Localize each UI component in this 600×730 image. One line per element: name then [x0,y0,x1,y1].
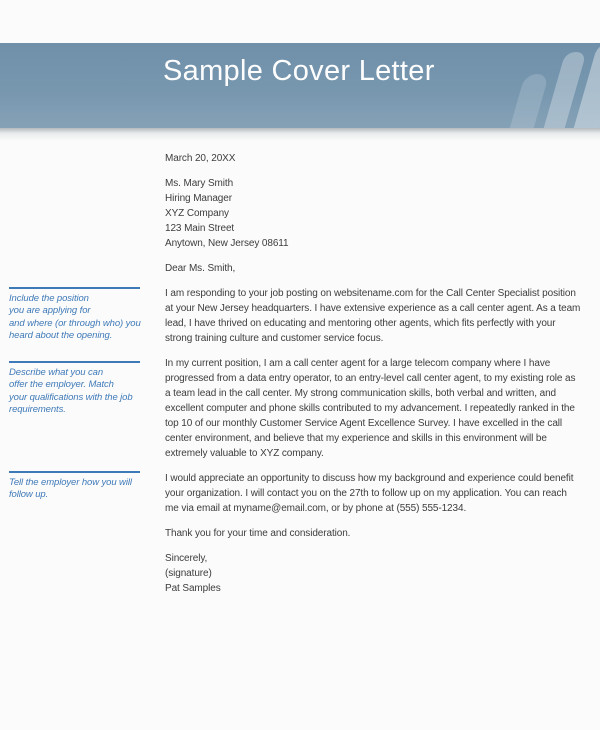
closing-block [165,551,583,596]
page-title: Sample Cover Letter [163,55,435,87]
recipient-city: Anytown, New Jersey 08611 [165,238,289,249]
note-divider [9,361,140,363]
salutation: Dear Ms. Smith, [165,263,236,274]
recipient-title: Hiring Manager [165,193,232,204]
header-decoration [430,43,600,128]
paragraph-experience: In my current position, I am a call center agent for a large telecom company where I have progressed from a data entry operator, to an entry-level call center agent, to my existing role as a team lead in the call center. My strong communication skills, both verbal and written, and excellent computer and phone skills contributed to my advancement. I repeatedly ranked in the top 10 of our monthly Customer Service Agent Excellence Survey. I have excelled in the call center environment, and believe that my experience and skills in this environment will be extremely valuable to XYZ company. [165,358,576,459]
note-line: your qualifications with the job [9,391,133,403]
note-line: Tell the employer how you will [9,477,132,488]
note-divider [9,287,140,289]
header-shadow [0,128,600,141]
note-line: offer the employer. Match [9,379,114,391]
paragraph-follow-up: I would appreciate an opportunity to discuss how my background and experience could benefit your organization. I will contact you on the 27th to follow up on my application. You can reach me via email at myname@email.com, or by phone at (555) 555-1234. [165,473,574,514]
note-line: Describe what you can [9,367,104,378]
thank-you-line: Thank you for your time and consideration. [165,528,351,539]
slash-decoration-icon [508,74,549,128]
margin-note-text [9,293,142,343]
header-band [0,43,600,128]
recipient-company: XYZ Company [165,208,229,219]
sender-name: Pat Samples [165,583,221,594]
note-line: Include the position [9,293,89,304]
recipient-address [165,176,583,251]
note-divider [9,471,140,473]
recipient-name: Ms. Mary Smith [165,178,234,189]
note-line: and where (or through who) you [9,317,141,329]
margin-note-position [9,287,142,343]
closing-salutation: Sincerely, [165,553,208,564]
note-line: heard about the opening. [9,330,113,342]
margin-note-text [9,477,142,502]
margin-note-text [9,367,142,417]
letter-date: March 20, 20XX [165,153,236,164]
paragraph-intro: I am responding to your job posting on websitename.com for the Call Center Specialist position at your New Jersey headquarters. I have extensive experience as a call center agent. As a team lead, I have thrived on educating and mentoring other agents, which fits perfectly with your strong training culture and customer service focus. [165,288,581,344]
note-line: follow up. [9,489,49,501]
letter-body [165,151,583,606]
margin-note-follow-up [9,471,142,502]
note-line: requirements. [9,404,66,416]
recipient-street: 123 Main Street [165,223,235,234]
note-line: you are applying for [9,305,91,317]
signature-placeholder: (signature) [165,568,212,579]
margin-note-qualifications [9,361,142,417]
